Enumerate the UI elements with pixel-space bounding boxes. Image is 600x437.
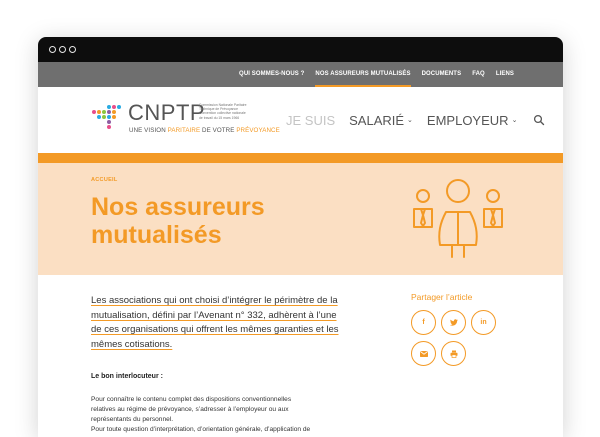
print-button[interactable]: [441, 341, 466, 366]
mail-icon: [420, 351, 428, 357]
mainnav-salarie[interactable]: SALARIÉ ⌄: [349, 112, 413, 128]
linkedin-share-button[interactable]: [471, 310, 496, 335]
top-navigation: [38, 62, 563, 87]
body-line: relatives au régime de prévoyance, s’adresser à l’employeur ou aux: [91, 406, 289, 413]
logo-small-line: Convention collective nationale: [199, 111, 246, 116]
topnav-qui-sommes-nous[interactable]: QUI SOMMES-NOUS ?: [239, 71, 305, 77]
topnav-nos-assureurs[interactable]: NOS ASSUREURS MUTUALISÉS: [315, 62, 410, 87]
window-control-dot[interactable]: [69, 46, 76, 53]
logo-description: [199, 103, 263, 120]
share-row: [411, 341, 511, 366]
linkedin-icon: in: [480, 319, 487, 326]
body-paragraph: [91, 395, 361, 435]
accent-bar: [38, 153, 563, 163]
breadcrumb-accueil[interactable]: ACCUEIL: [91, 177, 118, 183]
body-line: Pour toute question d’interprétation, d’orientation générale, d’application de: [91, 426, 311, 433]
window-control-dot[interactable]: [49, 46, 56, 53]
email-share-button[interactable]: [411, 341, 436, 366]
section-subhead: Le bon interlocuteur :: [91, 373, 163, 380]
print-icon: [450, 350, 458, 358]
facebook-icon: f: [422, 319, 425, 326]
window-control-dot[interactable]: [59, 46, 66, 53]
logo-brand: CNPTP: [128, 100, 206, 125]
mainnav-employeur[interactable]: EMPLOYEUR ⌄: [426, 112, 518, 128]
article-content: [38, 275, 563, 437]
share-panel: [411, 292, 511, 372]
share-title: Partager l’article: [411, 292, 473, 302]
twitter-icon: [450, 319, 458, 326]
facebook-share-button[interactable]: [411, 310, 436, 335]
share-row: [411, 310, 511, 335]
site-header: [38, 87, 563, 153]
logo-tagline: UNE VISION PARITAIRE DE VOTRE PRÉVOYANCE: [129, 127, 280, 134]
body-line: Pour connaître le contenu complet des dispositions conventionnelles: [91, 396, 292, 403]
people-group-icon: [410, 175, 506, 263]
window-titlebar: [38, 37, 563, 62]
logo-small-line: de travail du 15 mars 1966: [199, 115, 240, 120]
logo-small-line: Technique de Prévoyance: [199, 107, 239, 112]
topnav-liens[interactable]: LIENS: [495, 71, 514, 77]
logo-dots-icon: [91, 102, 125, 136]
browser-window: [38, 37, 563, 437]
logo-small-line: Commission Nationale Paritaire: [199, 103, 247, 107]
mainnav-je-suis: JE SUIS: [286, 112, 336, 128]
main-navigation: [286, 87, 545, 153]
chevron-down-icon: ⌄: [407, 117, 413, 124]
topnav-documents[interactable]: DOCUMENTS: [421, 71, 462, 77]
search-icon[interactable]: [533, 114, 545, 126]
body-line: représentants du personnel.: [91, 416, 174, 423]
page-hero: [38, 163, 563, 275]
chevron-down-icon: ⌄: [511, 117, 518, 124]
site-logo[interactable]: [91, 100, 280, 140]
lead-paragraph: Les associations qui ont choisi d’intégrer le périmètre de la mutualisation, défini par l’Avenant n° 332, adhèrent à l’une de ces organisations qui offrent les mêmes garanties et les mêmes cotisations.: [91, 295, 339, 350]
topnav-faq[interactable]: FAQ: [472, 71, 485, 77]
page-title: Nos assureurs mutualisés: [91, 193, 265, 249]
twitter-share-button[interactable]: [441, 310, 466, 335]
